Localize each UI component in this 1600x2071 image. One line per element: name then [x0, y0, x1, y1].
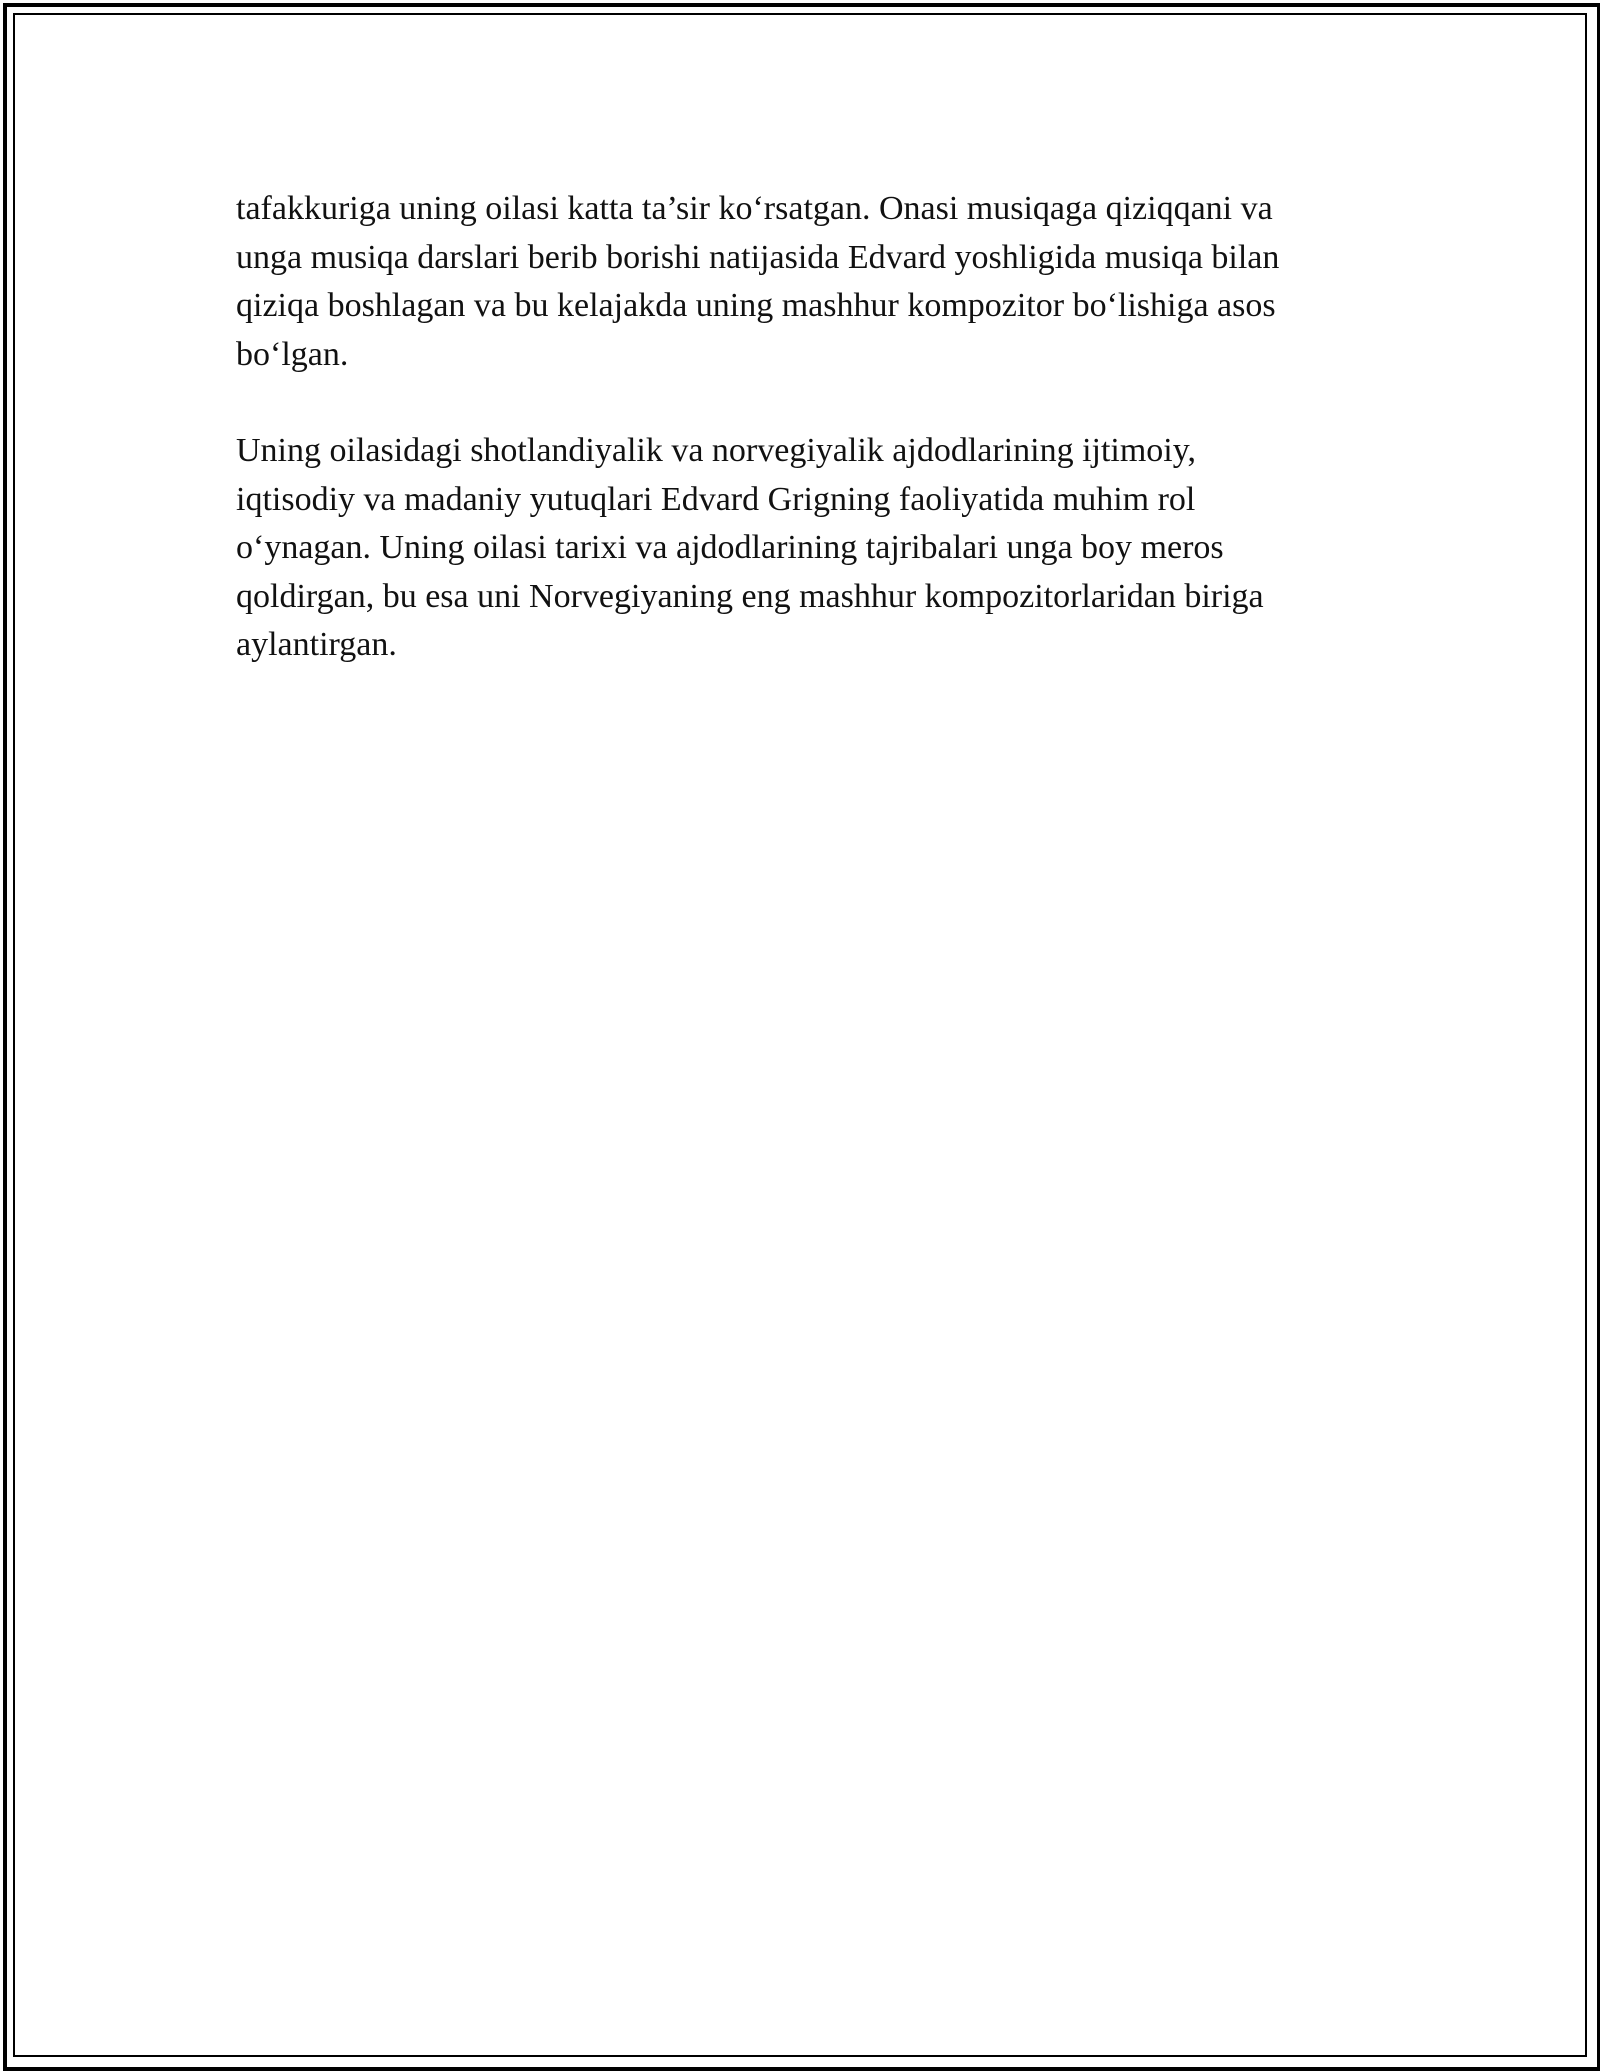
paragraph-line: aylantirgan.	[236, 626, 397, 663]
paragraph-1	[236, 185, 1376, 379]
paragraph-line: Uning oilasidagi shotlandiyalik va norvegiyalik ajdodlarining ijtimoiy,	[236, 432, 1197, 469]
paragraph-2	[236, 427, 1376, 670]
paragraph-line: unga musiqa darslari berib borishi natijasida Edvard yoshligida musiqa bilan	[236, 238, 1280, 276]
paragraph-line: tafakkuriga uning oilasi katta ta’sir koʻrsatgan. Onasi musiqaga qiziqqani va	[236, 190, 1273, 227]
paragraph-line: qoldirgan, bu esa uni Norvegiyaning eng mashhur kompozitorlaridan biriga	[236, 577, 1264, 615]
document-body	[236, 185, 1376, 718]
paragraph-line: qiziqa boshlagan va bu kelajakda uning mashhur kompozitor boʻlishiga asos	[236, 287, 1276, 324]
paragraph-line: boʻlgan.	[236, 335, 349, 373]
paragraph-line: iqtisodiy va madaniy yutuqlari Edvard Grigning faoliyatida muhim rol	[236, 480, 1196, 518]
paragraph-line: oʻynagan. Uning oilasi tarixi va ajdodlarining tajribalari unga boy meros	[236, 529, 1224, 566]
